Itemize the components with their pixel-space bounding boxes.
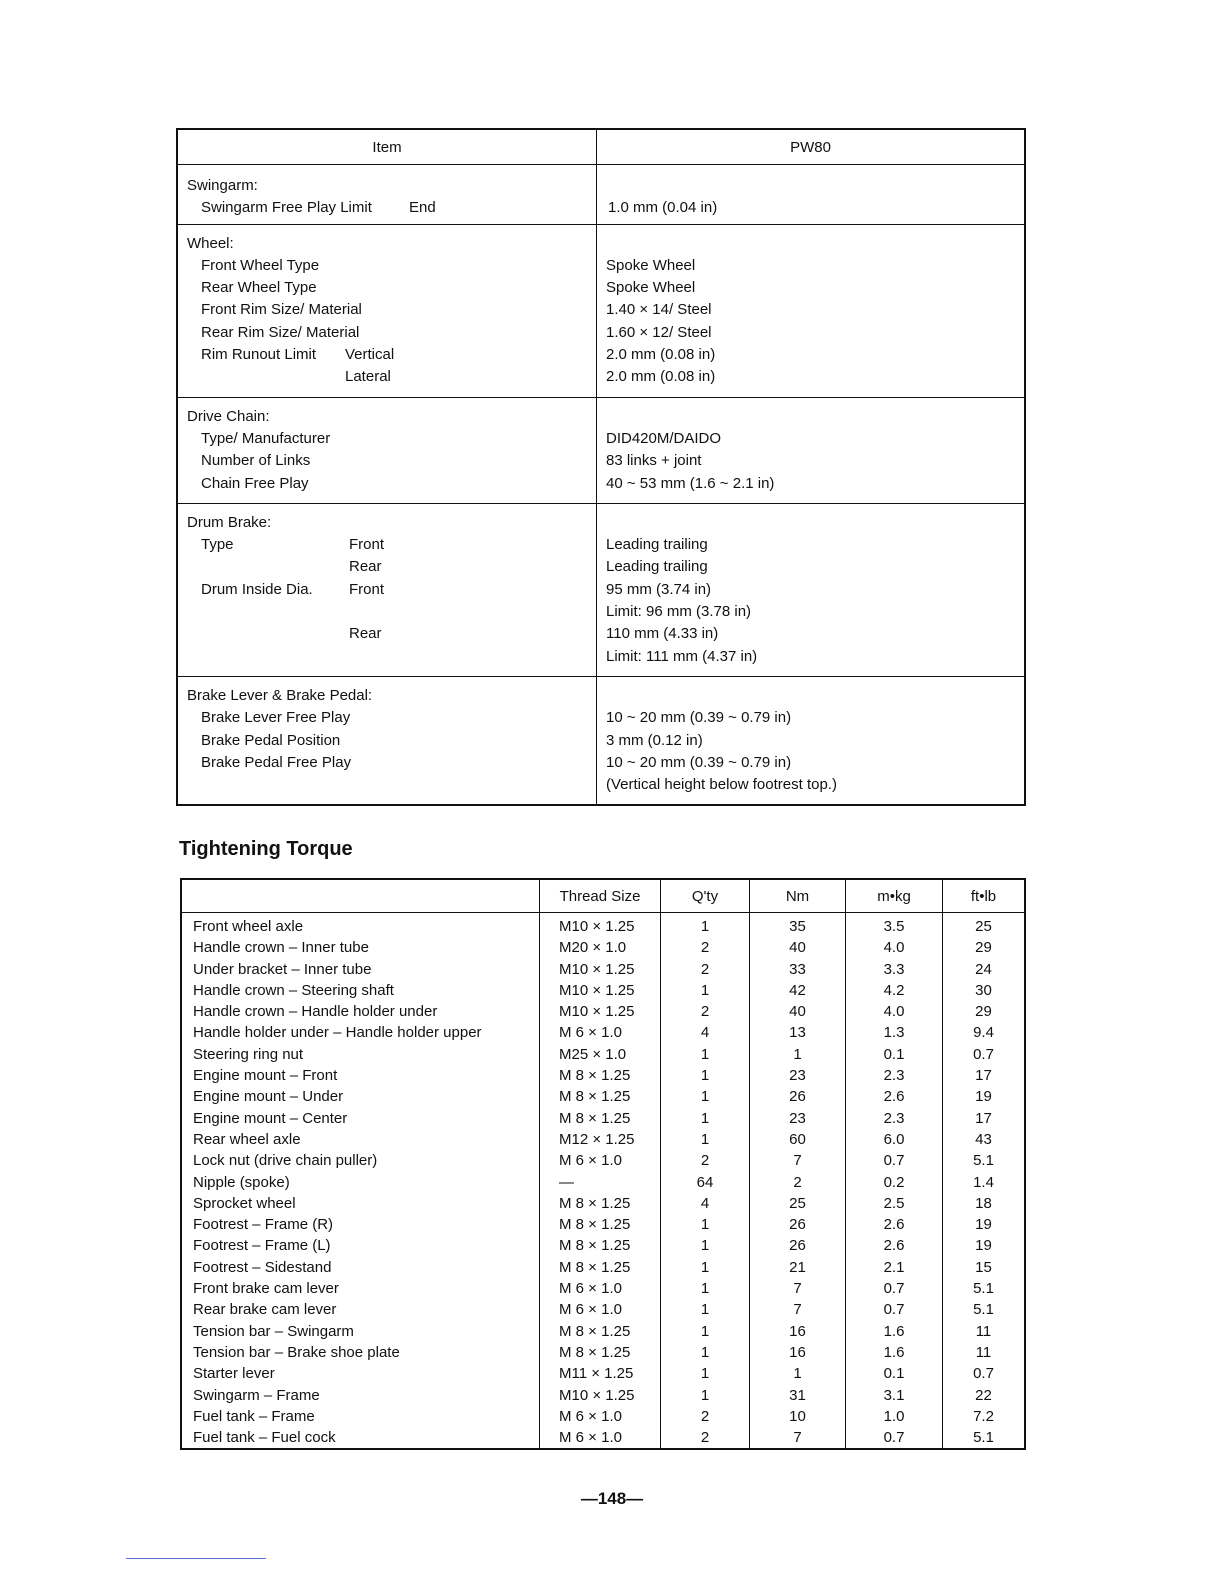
torque-row bbox=[181, 1001, 1025, 1022]
torque-nm: 33 bbox=[750, 959, 846, 980]
torque-qty: 1 bbox=[661, 1299, 750, 1320]
torque-ftlb: 11 bbox=[943, 1321, 1026, 1342]
spec-row-label bbox=[187, 255, 588, 277]
torque-nm: 26 bbox=[750, 1086, 846, 1107]
spec-row-label bbox=[187, 344, 588, 366]
torque-item: Footrest – Frame (L) bbox=[193, 1237, 331, 1255]
torque-qty: 1 bbox=[661, 1129, 750, 1150]
torque-thread: M 6 × 1.0 bbox=[540, 1427, 661, 1449]
torque-nm: 40 bbox=[750, 937, 846, 958]
spec-section-values bbox=[597, 503, 1026, 676]
torque-mkg: 3.3 bbox=[846, 959, 943, 980]
torque-qty: 2 bbox=[661, 1406, 750, 1427]
torque-header-thread: Thread Size bbox=[540, 879, 661, 913]
torque-thread: M 8 × 1.25 bbox=[540, 1065, 661, 1086]
torque-ftlb: 5.1 bbox=[943, 1150, 1026, 1171]
spec-value-spacer bbox=[606, 685, 1016, 707]
torque-row bbox=[181, 1235, 1025, 1256]
torque-item: Rear wheel axle bbox=[193, 1130, 301, 1148]
spec-value: Spoke Wheel bbox=[606, 279, 696, 297]
torque-mkg: 2.3 bbox=[846, 1108, 943, 1129]
torque-item: Nipple (spoke) bbox=[193, 1173, 290, 1191]
torque-thread: M10 × 1.25 bbox=[540, 1385, 661, 1406]
torque-thread: M12 × 1.25 bbox=[540, 1129, 661, 1150]
torque-thread: M 8 × 1.25 bbox=[540, 1214, 661, 1235]
torque-nm: 13 bbox=[750, 1022, 846, 1043]
torque-thread: M10 × 1.25 bbox=[540, 1001, 661, 1022]
spec-label: Type/ Manufacturer bbox=[201, 429, 331, 447]
spec-value: 1.60 × 12/ Steel bbox=[606, 323, 712, 341]
torque-item: Swingarm – Frame bbox=[193, 1386, 320, 1404]
spec-row-label bbox=[187, 534, 588, 556]
torque-mkg: 2.5 bbox=[846, 1193, 943, 1214]
torque-qty: 2 bbox=[661, 1001, 750, 1022]
torque-item: Sprocket wheel bbox=[193, 1194, 296, 1212]
torque-header-ftlb: ft•lb bbox=[943, 879, 1026, 913]
torque-mkg: 0.1 bbox=[846, 1044, 943, 1065]
torque-thread: M 8 × 1.25 bbox=[540, 1342, 661, 1363]
torque-mkg: 0.7 bbox=[846, 1427, 943, 1449]
torque-qty: 1 bbox=[661, 1065, 750, 1086]
torque-mkg: 4.0 bbox=[846, 1001, 943, 1022]
spec-value: Spoke Wheel bbox=[606, 256, 696, 274]
torque-ftlb: 19 bbox=[943, 1235, 1026, 1256]
torque-mkg: 6.0 bbox=[846, 1129, 943, 1150]
torque-nm: 31 bbox=[750, 1385, 846, 1406]
torque-item: Handle holder under – Handle holder upper bbox=[193, 1024, 482, 1042]
torque-item: Engine mount – Front bbox=[193, 1067, 338, 1085]
torque-row bbox=[181, 1022, 1025, 1043]
torque-ftlb: 22 bbox=[943, 1385, 1026, 1406]
spec-section-labels bbox=[177, 676, 597, 805]
torque-item: Engine mount – Center bbox=[193, 1109, 348, 1127]
spec-value: (Vertical height below footrest top.) bbox=[606, 776, 837, 794]
spec-row-label bbox=[187, 730, 588, 752]
torque-ftlb: 24 bbox=[943, 959, 1026, 980]
torque-nm: 21 bbox=[750, 1257, 846, 1278]
spec-row-label bbox=[187, 366, 588, 388]
spec-value: 83 links + joint bbox=[606, 452, 702, 470]
torque-row bbox=[181, 937, 1025, 958]
torque-ftlb: 29 bbox=[943, 937, 1026, 958]
spec-label: Type bbox=[201, 536, 234, 554]
spec-value: 110 mm (4.33 in) bbox=[606, 625, 719, 643]
torque-nm: 10 bbox=[750, 1406, 846, 1427]
torque-row bbox=[181, 1172, 1025, 1193]
spec-section-labels bbox=[177, 165, 597, 225]
torque-qty: 2 bbox=[661, 959, 750, 980]
torque-qty: 1 bbox=[661, 1321, 750, 1342]
spec-row-label bbox=[187, 322, 588, 344]
spec-label: Rear Wheel Type bbox=[201, 279, 317, 297]
torque-qty: 2 bbox=[661, 1427, 750, 1449]
torque-ftlb: 5.1 bbox=[943, 1299, 1026, 1320]
spec-section-values bbox=[597, 224, 1026, 397]
spec-sublabel: Vertical bbox=[345, 346, 395, 364]
torque-item: Rear brake cam lever bbox=[193, 1301, 337, 1319]
torque-qty: 1 bbox=[661, 1342, 750, 1363]
torque-thread: M 8 × 1.25 bbox=[540, 1193, 661, 1214]
spec-sublabel: End bbox=[409, 199, 436, 217]
torque-item: Handle crown – Handle holder under bbox=[193, 1003, 438, 1021]
page-number: —148— bbox=[580, 1489, 644, 1508]
spec-label: Swingarm Free Play Limit bbox=[201, 199, 372, 217]
torque-mkg: 1.0 bbox=[846, 1406, 943, 1427]
torque-item: Footrest – Sidestand bbox=[193, 1258, 332, 1276]
spec-value-spacer bbox=[606, 406, 1016, 428]
torque-row bbox=[181, 1427, 1025, 1449]
torque-item: Front wheel axle bbox=[193, 918, 304, 935]
torque-item: Fuel tank – Frame bbox=[193, 1407, 315, 1425]
torque-nm: 1 bbox=[750, 1363, 846, 1384]
torque-thread: M 8 × 1.25 bbox=[540, 1321, 661, 1342]
torque-ftlb: 0.7 bbox=[943, 1044, 1026, 1065]
torque-item: Footrest – Frame (R) bbox=[193, 1216, 334, 1234]
torque-mkg: 0.7 bbox=[846, 1150, 943, 1171]
spec-label: Number of Links bbox=[201, 452, 311, 470]
torque-nm: 23 bbox=[750, 1108, 846, 1129]
torque-header-mkg: m•kg bbox=[846, 879, 943, 913]
torque-qty: 1 bbox=[661, 1257, 750, 1278]
torque-ftlb: 29 bbox=[943, 1001, 1026, 1022]
torque-row bbox=[181, 1129, 1025, 1150]
torque-mkg: 1.6 bbox=[846, 1342, 943, 1363]
torque-item: Lock nut (drive chain puller) bbox=[193, 1152, 378, 1170]
torque-qty: 1 bbox=[661, 1363, 750, 1384]
torque-row bbox=[181, 1278, 1025, 1299]
torque-qty: 1 bbox=[661, 1044, 750, 1065]
torque-ftlb: 11 bbox=[943, 1342, 1026, 1363]
spec-section-title: Drum Brake: bbox=[187, 513, 272, 531]
spec-section-values bbox=[597, 397, 1026, 503]
spec-value: Leading trailing bbox=[606, 558, 708, 576]
spec-section-title: Brake Lever & Brake Pedal: bbox=[187, 686, 373, 704]
torque-row bbox=[181, 1214, 1025, 1235]
spec-value: 1.0 mm (0.04 in) bbox=[608, 199, 718, 216]
torque-thread: M10 × 1.25 bbox=[540, 959, 661, 980]
torque-item: Steering ring nut bbox=[193, 1045, 304, 1063]
spec-section-labels bbox=[177, 397, 597, 503]
torque-nm: 26 bbox=[750, 1214, 846, 1235]
torque-ftlb: 30 bbox=[943, 980, 1026, 1001]
spec-row-label bbox=[187, 277, 588, 299]
torque-mkg: 2.6 bbox=[846, 1086, 943, 1107]
spec-section bbox=[177, 397, 1025, 503]
torque-thread: — bbox=[540, 1172, 661, 1193]
spec-table bbox=[176, 128, 1026, 806]
torque-qty: 1 bbox=[661, 1385, 750, 1406]
torque-mkg: 0.7 bbox=[846, 1278, 943, 1299]
torque-row bbox=[181, 980, 1025, 1001]
spec-section-title: Drive Chain: bbox=[187, 407, 270, 425]
torque-item: Engine mount – Under bbox=[193, 1088, 344, 1106]
spec-section-values bbox=[597, 165, 1026, 225]
spec-value-spacer bbox=[608, 175, 1016, 197]
torque-row bbox=[181, 1086, 1025, 1107]
spec-row-label bbox=[187, 556, 588, 578]
torque-thread: M10 × 1.25 bbox=[540, 913, 661, 938]
spec-label: Drum Inside Dia. bbox=[201, 580, 313, 598]
torque-mkg: 4.2 bbox=[846, 980, 943, 1001]
torque-row bbox=[181, 1321, 1025, 1342]
torque-ftlb: 0.7 bbox=[943, 1363, 1026, 1384]
torque-nm: 7 bbox=[750, 1150, 846, 1171]
torque-row bbox=[181, 1193, 1025, 1214]
torque-thread: M 6 × 1.0 bbox=[540, 1150, 661, 1171]
torque-thread: M 8 × 1.25 bbox=[540, 1257, 661, 1278]
torque-thread: M 8 × 1.25 bbox=[540, 1235, 661, 1256]
torque-mkg: 2.3 bbox=[846, 1065, 943, 1086]
torque-header-row bbox=[181, 879, 1025, 913]
torque-mkg: 2.6 bbox=[846, 1235, 943, 1256]
spec-row-label bbox=[187, 601, 588, 623]
torque-mkg: 3.1 bbox=[846, 1385, 943, 1406]
torque-row bbox=[181, 1406, 1025, 1427]
torque-nm: 26 bbox=[750, 1235, 846, 1256]
spec-section bbox=[177, 224, 1025, 397]
spec-row-label bbox=[187, 450, 588, 472]
torque-thread: M 6 × 1.0 bbox=[540, 1022, 661, 1043]
spec-value: DID420M/DAIDO bbox=[606, 429, 722, 447]
torque-row bbox=[181, 1385, 1025, 1406]
torque-thread: M 8 × 1.25 bbox=[540, 1086, 661, 1107]
torque-row bbox=[181, 1299, 1025, 1320]
torque-row bbox=[181, 1150, 1025, 1171]
spec-header-model: PW80 bbox=[597, 129, 1026, 165]
torque-item: Fuel tank – Fuel cock bbox=[193, 1429, 336, 1447]
torque-row bbox=[181, 1065, 1025, 1086]
spec-row-label bbox=[187, 428, 588, 450]
spec-value: 3 mm (0.12 in) bbox=[606, 731, 703, 749]
spec-value: Limit: 96 mm (3.78 in) bbox=[606, 603, 752, 621]
torque-nm: 16 bbox=[750, 1321, 846, 1342]
spec-header-item: Item bbox=[177, 129, 597, 165]
torque-ftlb: 5.1 bbox=[943, 1278, 1026, 1299]
spec-value: 95 mm (3.74 in) bbox=[606, 580, 712, 598]
footer-rule bbox=[126, 1558, 266, 1559]
torque-header-item bbox=[181, 879, 540, 913]
spec-row-label bbox=[187, 197, 588, 219]
torque-mkg: 0.7 bbox=[846, 1299, 943, 1320]
spec-label: Front Wheel Type bbox=[201, 256, 320, 274]
torque-nm: 25 bbox=[750, 1193, 846, 1214]
torque-item: Handle crown – Inner tube bbox=[193, 939, 369, 957]
torque-thread: M20 × 1.0 bbox=[540, 937, 661, 958]
torque-ftlb: 7.2 bbox=[943, 1406, 1026, 1427]
torque-mkg: 4.0 bbox=[846, 937, 943, 958]
torque-item: Under bracket – Inner tube bbox=[193, 960, 372, 978]
spec-value-spacer bbox=[606, 233, 1016, 255]
spec-value: 1.40 × 14/ Steel bbox=[606, 301, 712, 319]
torque-ftlb: 1.4 bbox=[943, 1172, 1026, 1193]
torque-nm: 35 bbox=[750, 913, 846, 938]
torque-row bbox=[181, 1108, 1025, 1129]
spec-value: 2.0 mm (0.08 in) bbox=[606, 346, 716, 364]
torque-mkg: 3.5 bbox=[846, 913, 943, 938]
spec-label: Rim Runout Limit bbox=[201, 346, 317, 364]
torque-title: Tightening Torque bbox=[179, 838, 353, 860]
spec-section-title: Swingarm: bbox=[187, 177, 258, 194]
spec-label: Front Rim Size/ Material bbox=[201, 301, 362, 319]
torque-qty: 1 bbox=[661, 1108, 750, 1129]
torque-nm: 7 bbox=[750, 1278, 846, 1299]
torque-ftlb: 43 bbox=[943, 1129, 1026, 1150]
torque-mkg: 1.6 bbox=[846, 1321, 943, 1342]
torque-row bbox=[181, 1363, 1025, 1384]
spec-label: Rear Rim Size/ Material bbox=[201, 323, 360, 341]
torque-mkg: 0.1 bbox=[846, 1363, 943, 1384]
torque-mkg: 0.2 bbox=[846, 1172, 943, 1193]
torque-nm: 42 bbox=[750, 980, 846, 1001]
torque-thread: M 6 × 1.0 bbox=[540, 1278, 661, 1299]
torque-qty: 64 bbox=[661, 1172, 750, 1193]
torque-thread: M25 × 1.0 bbox=[540, 1044, 661, 1065]
torque-item: Tension bar – Swingarm bbox=[193, 1322, 354, 1340]
spec-sublabel: Front bbox=[349, 536, 385, 554]
torque-nm: 2 bbox=[750, 1172, 846, 1193]
spec-sublabel: Lateral bbox=[345, 368, 391, 386]
torque-ftlb: 19 bbox=[943, 1086, 1026, 1107]
spec-label: Brake Lever Free Play bbox=[201, 709, 351, 727]
spec-header-row bbox=[177, 129, 1025, 165]
spec-label: Brake Pedal Free Play bbox=[201, 753, 352, 771]
spec-section-title: Wheel: bbox=[187, 234, 234, 252]
torque-ftlb: 17 bbox=[943, 1108, 1026, 1129]
torque-thread: M 8 × 1.25 bbox=[540, 1108, 661, 1129]
spec-body bbox=[177, 165, 1025, 806]
torque-qty: 2 bbox=[661, 1150, 750, 1171]
spec-value-spacer bbox=[606, 512, 1016, 534]
torque-ftlb: 17 bbox=[943, 1065, 1026, 1086]
torque-mkg: 2.1 bbox=[846, 1257, 943, 1278]
torque-row bbox=[181, 1342, 1025, 1363]
torque-row bbox=[181, 1257, 1025, 1278]
spec-row-label bbox=[187, 646, 588, 668]
spec-value: Limit: 111 mm (4.37 in) bbox=[606, 647, 758, 665]
spec-row-label bbox=[187, 579, 588, 601]
torque-qty: 1 bbox=[661, 1086, 750, 1107]
spec-row-label bbox=[187, 473, 588, 495]
spec-label: Chain Free Play bbox=[201, 474, 309, 492]
torque-ftlb: 15 bbox=[943, 1257, 1026, 1278]
spec-sublabel: Front bbox=[349, 580, 385, 598]
torque-item: Tension bar – Brake shoe plate bbox=[193, 1343, 400, 1361]
torque-mkg: 2.6 bbox=[846, 1214, 943, 1235]
spec-section bbox=[177, 676, 1025, 805]
torque-header-qty: Q'ty bbox=[661, 879, 750, 913]
torque-qty: 4 bbox=[661, 1022, 750, 1043]
spec-value: 10 ~ 20 mm (0.39 ~ 0.79 in) bbox=[606, 753, 792, 771]
torque-mkg: 1.3 bbox=[846, 1022, 943, 1043]
spec-row-label bbox=[187, 299, 588, 321]
torque-qty: 1 bbox=[661, 1214, 750, 1235]
torque-nm: 40 bbox=[750, 1001, 846, 1022]
torque-ftlb: 9.4 bbox=[943, 1022, 1026, 1043]
torque-ftlb: 19 bbox=[943, 1214, 1026, 1235]
spec-value: 2.0 mm (0.08 in) bbox=[606, 368, 716, 386]
torque-thread: M 6 × 1.0 bbox=[540, 1406, 661, 1427]
torque-qty: 4 bbox=[661, 1193, 750, 1214]
torque-nm: 7 bbox=[750, 1427, 846, 1449]
torque-qty: 2 bbox=[661, 937, 750, 958]
spec-row-label bbox=[187, 623, 588, 645]
torque-qty: 1 bbox=[661, 913, 750, 938]
torque-nm: 7 bbox=[750, 1299, 846, 1320]
spec-section-labels bbox=[177, 503, 597, 676]
torque-ftlb: 5.1 bbox=[943, 1427, 1026, 1449]
spec-section-labels bbox=[177, 224, 597, 397]
spec-value: 10 ~ 20 mm (0.39 ~ 0.79 in) bbox=[606, 709, 792, 727]
torque-thread: M10 × 1.25 bbox=[540, 980, 661, 1001]
spec-sublabel: Rear bbox=[349, 625, 382, 643]
torque-table bbox=[180, 878, 1026, 1450]
torque-ftlb: 18 bbox=[943, 1193, 1026, 1214]
torque-row bbox=[181, 1044, 1025, 1065]
torque-nm: 16 bbox=[750, 1342, 846, 1363]
torque-body bbox=[181, 913, 1025, 1450]
torque-item: Starter lever bbox=[193, 1365, 275, 1383]
torque-header-nm: Nm bbox=[750, 879, 846, 913]
torque-qty: 1 bbox=[661, 1278, 750, 1299]
spec-section bbox=[177, 503, 1025, 676]
spec-sublabel: Rear bbox=[349, 558, 382, 576]
torque-nm: 1 bbox=[750, 1044, 846, 1065]
torque-nm: 23 bbox=[750, 1065, 846, 1086]
spec-section-values bbox=[597, 676, 1026, 805]
torque-row bbox=[181, 913, 1025, 938]
spec-label: Brake Pedal Position bbox=[201, 731, 341, 749]
spec-value: Leading trailing bbox=[606, 536, 708, 554]
spec-row-label bbox=[187, 774, 588, 796]
spec-value: 40 ~ 53 mm (1.6 ~ 2.1 in) bbox=[606, 474, 775, 492]
spec-row-label bbox=[187, 752, 588, 774]
spec-row-label bbox=[187, 707, 588, 729]
torque-qty: 1 bbox=[661, 1235, 750, 1256]
torque-row bbox=[181, 959, 1025, 980]
torque-thread: M11 × 1.25 bbox=[540, 1363, 661, 1384]
torque-item: Front brake cam lever bbox=[193, 1280, 339, 1298]
torque-ftlb: 25 bbox=[943, 913, 1026, 938]
torque-thread: M 6 × 1.0 bbox=[540, 1299, 661, 1320]
torque-qty: 1 bbox=[661, 980, 750, 1001]
spec-section bbox=[177, 165, 1025, 225]
torque-nm: 60 bbox=[750, 1129, 846, 1150]
torque-item: Handle crown – Steering shaft bbox=[193, 981, 394, 999]
